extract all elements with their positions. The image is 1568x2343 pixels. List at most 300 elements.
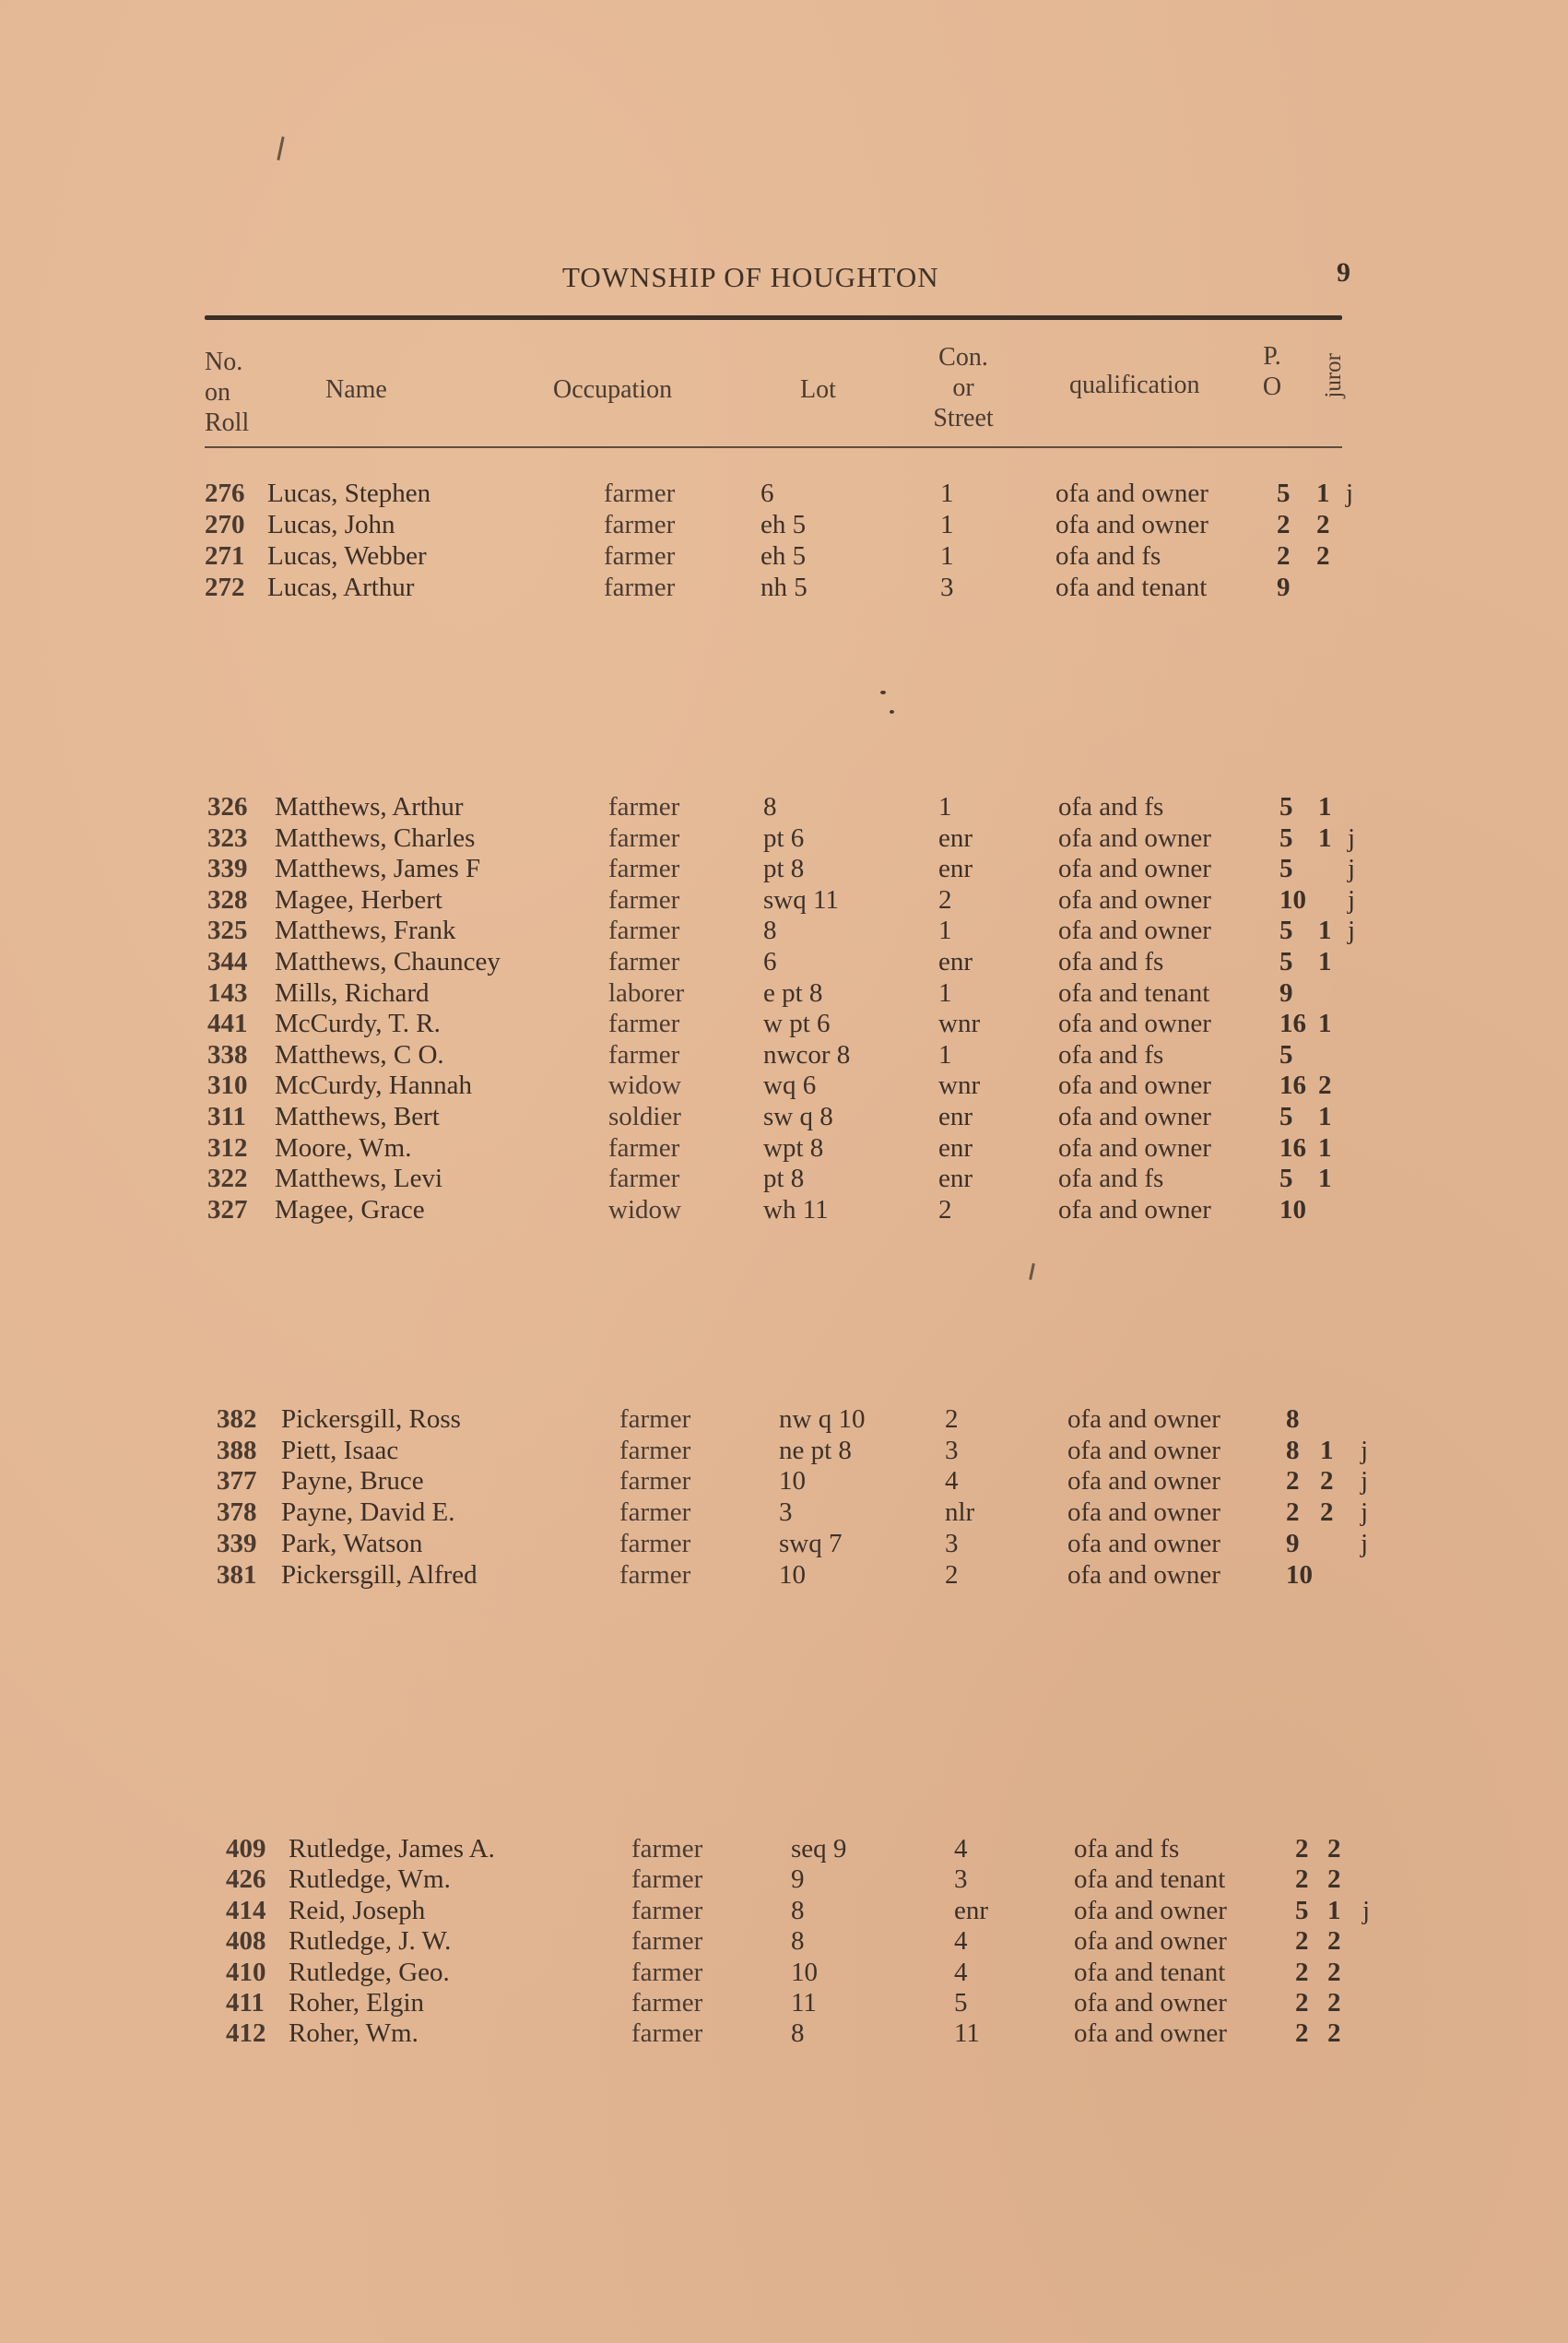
roll-entry bbox=[0, 1957, 1568, 1988]
lot: eh 5 bbox=[760, 541, 807, 571]
roll-number: 388 bbox=[217, 1435, 257, 1465]
voter-name: Matthews, C O. bbox=[275, 1039, 444, 1070]
occupation: farmer bbox=[619, 1497, 691, 1528]
roll-entry bbox=[0, 1101, 1568, 1132]
lot: pt 8 bbox=[763, 1164, 805, 1194]
roll-entry bbox=[0, 1528, 1568, 1559]
occupation: widow bbox=[608, 1194, 681, 1225]
p-number: 5 bbox=[1279, 947, 1293, 976]
p-number: 2 bbox=[1277, 541, 1291, 571]
lot: wh 11 bbox=[763, 1194, 829, 1225]
roll-entry bbox=[0, 572, 1568, 603]
roll-number: 414 bbox=[226, 1895, 266, 1925]
roll-entry bbox=[0, 1895, 1568, 1926]
lot: wq 6 bbox=[763, 1071, 817, 1101]
column-header-juror: juror bbox=[1321, 353, 1346, 398]
occupation: farmer bbox=[631, 1926, 703, 1957]
occupation: farmer bbox=[608, 916, 680, 946]
qualification: ofa and tenant bbox=[1058, 977, 1210, 1008]
concession: 4 bbox=[954, 1926, 968, 1957]
juror-mark: j bbox=[1361, 1466, 1369, 1497]
voter-name: Moore, Wm. bbox=[275, 1132, 412, 1163]
occupation: soldier bbox=[608, 1102, 681, 1131]
roll-entry bbox=[0, 1163, 1568, 1194]
voter-name: Park, Watson bbox=[281, 1528, 423, 1558]
roll-entry bbox=[0, 884, 1568, 916]
roll-number: 382 bbox=[217, 1404, 257, 1434]
concession: 1 bbox=[938, 792, 952, 822]
qualification: ofa and owner bbox=[1058, 1071, 1211, 1101]
roll-number: 325 bbox=[207, 916, 248, 946]
qualification: ofa and fs bbox=[1058, 947, 1164, 976]
column-header-o-line: O bbox=[1262, 373, 1282, 401]
occupation: farmer bbox=[619, 1435, 691, 1465]
column-header-p-o bbox=[1254, 341, 1291, 402]
paper-speck bbox=[890, 710, 894, 714]
lot: 8 bbox=[791, 1926, 805, 1957]
qualification: ofa and owner bbox=[1067, 1497, 1220, 1528]
qualification: ofa and owner bbox=[1058, 916, 1211, 946]
qualification: ofa and owner bbox=[1058, 1194, 1211, 1225]
o-number: 2 bbox=[1327, 1834, 1341, 1864]
p-number: 10 bbox=[1279, 884, 1306, 915]
voter-name: Magee, Grace bbox=[275, 1194, 425, 1225]
p-number: 16 bbox=[1279, 1009, 1306, 1039]
o-number: 2 bbox=[1316, 541, 1330, 571]
occupation: farmer bbox=[631, 1988, 703, 2018]
lot: 6 bbox=[763, 947, 777, 976]
occupation: farmer bbox=[604, 541, 676, 571]
lot: swq 7 bbox=[779, 1528, 843, 1558]
qualification: ofa and owner bbox=[1074, 1926, 1227, 1957]
voter-name: Rutledge, Wm. bbox=[289, 1864, 451, 1895]
qualification: ofa and tenant bbox=[1074, 1864, 1226, 1895]
concession: enr bbox=[954, 1895, 989, 1925]
o-number: 1 bbox=[1318, 1102, 1332, 1131]
p-number: 16 bbox=[1279, 1132, 1306, 1163]
column-header-on-line: on bbox=[205, 378, 230, 407]
roll-entry bbox=[0, 1039, 1568, 1071]
o-number: 1 bbox=[1318, 822, 1332, 853]
voter-name: Reid, Joseph bbox=[289, 1895, 426, 1925]
roll-number: 412 bbox=[226, 2018, 266, 2049]
roll-entry bbox=[0, 1070, 1568, 1101]
voter-name: Roher, Elgin bbox=[289, 1988, 425, 2018]
p-number: 8 bbox=[1286, 1404, 1300, 1434]
column-header-roll-line: Roll bbox=[205, 408, 250, 437]
voter-name: Payne, David E. bbox=[281, 1497, 455, 1528]
concession: 5 bbox=[954, 1988, 968, 2018]
occupation: farmer bbox=[631, 2018, 703, 2049]
voter-name: Matthews, Bert bbox=[275, 1102, 440, 1131]
lot: seq 9 bbox=[791, 1834, 847, 1864]
occupation: farmer bbox=[619, 1559, 691, 1590]
occupation: farmer bbox=[608, 1039, 680, 1070]
roll-number: 326 bbox=[207, 792, 248, 822]
voter-name: Pickersgill, Ross bbox=[281, 1404, 461, 1434]
roll-entry bbox=[0, 1833, 1568, 1864]
roll-entry bbox=[0, 478, 1568, 509]
column-header-qualification: qualification bbox=[1069, 371, 1200, 399]
voter-name: Lucas, Stephen bbox=[267, 479, 431, 508]
p-number: 2 bbox=[1295, 1988, 1309, 2018]
qualification: ofa and tenant bbox=[1055, 573, 1208, 602]
roll-entry bbox=[0, 1925, 1568, 1957]
o-number: 2 bbox=[1327, 1988, 1341, 2018]
roll-entry bbox=[0, 1559, 1568, 1591]
column-header-p-line: P. bbox=[1263, 342, 1281, 371]
lot: wpt 8 bbox=[763, 1132, 824, 1163]
qualification: ofa and owner bbox=[1067, 1528, 1220, 1558]
voter-name: Rutledge, Geo. bbox=[289, 1957, 450, 1987]
p-number: 5 bbox=[1295, 1895, 1309, 1925]
occupation: farmer bbox=[608, 792, 680, 822]
p-number: 5 bbox=[1279, 1102, 1293, 1131]
occupation: farmer bbox=[604, 510, 676, 539]
lot: 8 bbox=[763, 916, 777, 946]
roll-number: 327 bbox=[207, 1194, 248, 1225]
column-header-no-on-roll bbox=[205, 347, 249, 438]
roll-number: 272 bbox=[205, 573, 245, 602]
voter-name: Mills, Richard bbox=[275, 977, 430, 1008]
roll-entry bbox=[0, 946, 1568, 977]
concession: 1 bbox=[940, 479, 954, 508]
concession: enr bbox=[938, 854, 973, 884]
p-number: 8 bbox=[1286, 1435, 1300, 1465]
voter-name: McCurdy, Hannah bbox=[275, 1071, 472, 1101]
concession: 3 bbox=[945, 1435, 959, 1465]
p-number: 9 bbox=[1286, 1528, 1300, 1558]
voter-name: Matthews, Levi bbox=[275, 1164, 443, 1194]
lot: nwcor 8 bbox=[763, 1039, 851, 1070]
o-number: 1 bbox=[1316, 479, 1330, 508]
voter-name: Matthews, Charles bbox=[275, 822, 476, 853]
lot: nw q 10 bbox=[779, 1404, 866, 1434]
concession: enr bbox=[938, 947, 973, 976]
concession: enr bbox=[938, 1132, 973, 1163]
qualification: ofa and owner bbox=[1055, 510, 1208, 539]
column-header-name: Name bbox=[325, 375, 387, 404]
occupation: farmer bbox=[619, 1404, 691, 1434]
qualification: ofa and owner bbox=[1058, 1009, 1211, 1039]
voter-name: Matthews, Chauncey bbox=[275, 947, 501, 976]
voter-name: Roher, Wm. bbox=[289, 2018, 419, 2049]
o-number: 2 bbox=[1320, 1466, 1334, 1497]
column-header-no-line: No. bbox=[205, 348, 243, 376]
juror-mark: j bbox=[1361, 1528, 1369, 1558]
roll-number: 322 bbox=[207, 1164, 248, 1194]
voter-name: Lucas, Webber bbox=[267, 541, 427, 571]
lot: 10 bbox=[791, 1957, 818, 1987]
juror-mark: j bbox=[1362, 1895, 1371, 1925]
occupation: farmer bbox=[631, 1834, 703, 1864]
roll-number: 143 bbox=[207, 977, 248, 1008]
concession: 3 bbox=[945, 1528, 959, 1558]
lot: 8 bbox=[791, 2018, 805, 2049]
pencil-mark bbox=[1029, 1263, 1035, 1280]
concession: enr bbox=[938, 822, 973, 853]
occupation: farmer bbox=[631, 1895, 703, 1925]
roll-entry bbox=[0, 1465, 1568, 1497]
concession: 1 bbox=[940, 510, 954, 539]
concession: 1 bbox=[940, 541, 954, 571]
occupation: farmer bbox=[608, 822, 680, 853]
juror-mark: j bbox=[1348, 854, 1356, 884]
roll-number: 312 bbox=[207, 1132, 248, 1163]
concession: 1 bbox=[938, 916, 952, 946]
roll-entry bbox=[0, 1497, 1568, 1528]
concession: 2 bbox=[938, 884, 952, 915]
roll-number: 378 bbox=[217, 1497, 257, 1528]
lot: w pt 6 bbox=[763, 1009, 831, 1039]
p-number: 5 bbox=[1279, 1039, 1293, 1070]
column-header-con bbox=[917, 342, 1009, 433]
qualification: ofa and tenant bbox=[1074, 1957, 1226, 1987]
occupation: farmer bbox=[608, 1164, 680, 1194]
p-number: 10 bbox=[1279, 1194, 1306, 1225]
occupation: farmer bbox=[608, 947, 680, 976]
header-rule bbox=[205, 315, 1342, 320]
p-number: 2 bbox=[1277, 510, 1291, 539]
juror-mark: j bbox=[1346, 479, 1354, 508]
roll-entry bbox=[0, 1008, 1568, 1039]
o-number: 1 bbox=[1318, 792, 1332, 822]
roll-entry bbox=[0, 1864, 1568, 1895]
qualification: ofa and owner bbox=[1058, 822, 1211, 853]
qualification: ofa and fs bbox=[1055, 541, 1161, 571]
roll-number: 426 bbox=[226, 1864, 266, 1895]
lot: pt 8 bbox=[763, 854, 805, 884]
page-number: 9 bbox=[1337, 257, 1350, 288]
paper-speck bbox=[880, 691, 886, 694]
roll-entry bbox=[0, 977, 1568, 1009]
occupation: farmer bbox=[619, 1466, 691, 1497]
voter-name: Lucas, John bbox=[267, 510, 395, 539]
concession: wnr bbox=[938, 1009, 981, 1039]
lot: 8 bbox=[763, 792, 777, 822]
qualification: ofa and owner bbox=[1058, 854, 1211, 884]
lot: pt 6 bbox=[763, 822, 805, 853]
lot: nh 5 bbox=[760, 573, 808, 602]
roll-entry bbox=[0, 915, 1568, 946]
roll-entry bbox=[0, 1132, 1568, 1164]
column-header-rule bbox=[205, 446, 1342, 448]
juror-mark: j bbox=[1361, 1435, 1369, 1465]
qualification: ofa and fs bbox=[1058, 1164, 1164, 1194]
p-number: 2 bbox=[1286, 1466, 1300, 1497]
occupation: widow bbox=[608, 1071, 681, 1101]
juror-mark: j bbox=[1348, 822, 1356, 853]
voter-name: Rutledge, James A. bbox=[289, 1834, 495, 1864]
qualification: ofa and owner bbox=[1058, 1102, 1211, 1131]
p-number: 2 bbox=[1295, 1957, 1309, 1987]
roll-number: 270 bbox=[205, 510, 245, 539]
juror-mark: j bbox=[1348, 916, 1356, 946]
pencil-mark bbox=[277, 136, 284, 160]
juror-mark: j bbox=[1361, 1497, 1369, 1528]
lot: swq 11 bbox=[763, 884, 839, 915]
voter-name: McCurdy, T. R. bbox=[275, 1009, 441, 1039]
occupation: farmer bbox=[608, 884, 680, 915]
lot: 8 bbox=[791, 1895, 805, 1925]
concession: 4 bbox=[954, 1957, 968, 1987]
roll-number: 408 bbox=[226, 1926, 266, 1957]
lot: 9 bbox=[791, 1864, 805, 1895]
roll-entry bbox=[0, 509, 1568, 540]
lot: 3 bbox=[779, 1497, 793, 1528]
occupation: farmer bbox=[631, 1864, 703, 1895]
voter-name: Payne, Bruce bbox=[281, 1466, 424, 1497]
qualification: ofa and fs bbox=[1058, 792, 1164, 822]
column-header-street-line: Street bbox=[933, 404, 994, 432]
qualification: ofa and owner bbox=[1058, 1132, 1211, 1163]
voter-name: Magee, Herbert bbox=[275, 884, 442, 915]
o-number: 1 bbox=[1318, 1132, 1332, 1163]
lot: 11 bbox=[791, 1988, 817, 2018]
roll-number: 410 bbox=[226, 1957, 266, 1987]
lot: ne pt 8 bbox=[779, 1435, 852, 1465]
roll-entry bbox=[0, 540, 1568, 572]
qualification: ofa and owner bbox=[1074, 1895, 1227, 1925]
page-title: TOWNSHIP OF HOUGHTON bbox=[562, 261, 939, 293]
qualification: ofa and fs bbox=[1058, 1039, 1164, 1070]
roll-number: 338 bbox=[207, 1039, 248, 1070]
qualification: ofa and owner bbox=[1067, 1559, 1220, 1590]
concession: 1 bbox=[938, 977, 952, 1008]
qualification: ofa and owner bbox=[1067, 1435, 1220, 1465]
roll-entry bbox=[0, 791, 1568, 822]
occupation: farmer bbox=[608, 1009, 680, 1039]
o-number: 2 bbox=[1327, 2018, 1341, 2049]
occupation: farmer bbox=[619, 1528, 691, 1558]
roll-entry bbox=[0, 1987, 1568, 2018]
roll-number: 411 bbox=[226, 1988, 265, 2018]
o-number: 2 bbox=[1327, 1926, 1341, 1957]
roll-entry bbox=[0, 822, 1568, 854]
qualification: ofa and fs bbox=[1074, 1834, 1180, 1864]
roll-entry bbox=[0, 1403, 1568, 1435]
concession: 2 bbox=[945, 1404, 959, 1434]
roll-entry bbox=[0, 1194, 1568, 1225]
roll-number: 271 bbox=[205, 541, 245, 571]
roll-number: 311 bbox=[207, 1102, 246, 1131]
o-number: 1 bbox=[1327, 1895, 1341, 1925]
p-number: 2 bbox=[1295, 2018, 1309, 2049]
roll-number: 339 bbox=[207, 854, 248, 884]
concession: 1 bbox=[938, 1039, 952, 1070]
juror-mark: j bbox=[1348, 884, 1356, 915]
voter-name: Matthews, James F bbox=[275, 854, 481, 884]
roll-number: 344 bbox=[207, 947, 248, 976]
p-number: 5 bbox=[1279, 916, 1293, 946]
voter-name: Lucas, Arthur bbox=[267, 573, 415, 602]
roll-number: 381 bbox=[217, 1559, 257, 1590]
roll-number: 377 bbox=[217, 1466, 257, 1497]
qualification: ofa and owner bbox=[1074, 1988, 1227, 2018]
roll-entry bbox=[0, 2018, 1568, 2049]
o-number: 2 bbox=[1316, 510, 1330, 539]
concession: 3 bbox=[954, 1864, 968, 1895]
o-number: 1 bbox=[1320, 1435, 1334, 1465]
roll-number: 409 bbox=[226, 1834, 266, 1864]
column-header-con-line: Con. bbox=[938, 343, 988, 372]
p-number: 5 bbox=[1279, 822, 1293, 853]
o-number: 2 bbox=[1318, 1071, 1332, 1101]
roll-number: 323 bbox=[207, 822, 248, 853]
occupation: farmer bbox=[604, 479, 676, 508]
voter-name: Matthews, Frank bbox=[275, 916, 456, 946]
qualification: ofa and owner bbox=[1067, 1466, 1220, 1497]
o-number: 1 bbox=[1318, 1009, 1332, 1039]
qualification: ofa and owner bbox=[1055, 479, 1208, 508]
voter-name: Matthews, Arthur bbox=[275, 792, 464, 822]
p-number: 2 bbox=[1286, 1497, 1300, 1528]
o-number: 1 bbox=[1318, 1164, 1332, 1194]
p-number: 2 bbox=[1295, 1834, 1309, 1864]
p-number: 5 bbox=[1279, 1164, 1293, 1194]
concession: wnr bbox=[938, 1071, 981, 1101]
roll-number: 339 bbox=[217, 1528, 257, 1558]
p-number: 5 bbox=[1279, 854, 1293, 884]
occupation: farmer bbox=[631, 1957, 703, 1987]
qualification: ofa and owner bbox=[1067, 1404, 1220, 1434]
p-number: 9 bbox=[1279, 977, 1293, 1008]
lot: eh 5 bbox=[760, 510, 807, 539]
concession: 3 bbox=[940, 573, 954, 602]
occupation: farmer bbox=[608, 854, 680, 884]
lot: 6 bbox=[760, 479, 774, 508]
concession: enr bbox=[938, 1164, 973, 1194]
roll-entry bbox=[0, 853, 1568, 884]
concession: nlr bbox=[945, 1497, 975, 1528]
lot: sw q 8 bbox=[763, 1102, 833, 1131]
p-number: 16 bbox=[1279, 1071, 1306, 1101]
lot: 10 bbox=[779, 1466, 806, 1497]
voter-name: Pickersgill, Alfred bbox=[281, 1559, 477, 1590]
o-number: 1 bbox=[1318, 916, 1332, 946]
qualification: ofa and owner bbox=[1074, 2018, 1227, 2049]
p-number: 10 bbox=[1286, 1559, 1313, 1590]
lot: e pt 8 bbox=[763, 977, 823, 1008]
voter-name: Rutledge, J. W. bbox=[289, 1926, 452, 1957]
lot: 10 bbox=[779, 1559, 806, 1590]
column-header-lot: Lot bbox=[800, 375, 836, 404]
voter-name: Piett, Isaac bbox=[281, 1435, 399, 1465]
roll-number: 276 bbox=[205, 479, 245, 508]
p-number: 5 bbox=[1277, 479, 1291, 508]
concession: 2 bbox=[945, 1559, 959, 1590]
roll-number: 310 bbox=[207, 1071, 248, 1101]
occupation: farmer bbox=[608, 1132, 680, 1163]
p-number: 9 bbox=[1277, 573, 1291, 602]
o-number: 1 bbox=[1318, 947, 1332, 976]
o-number: 2 bbox=[1327, 1957, 1341, 1987]
roll-entry bbox=[0, 1435, 1568, 1466]
roll-number: 328 bbox=[207, 884, 248, 915]
p-number: 5 bbox=[1279, 792, 1293, 822]
p-number: 2 bbox=[1295, 1926, 1309, 1957]
occupation: laborer bbox=[608, 977, 685, 1008]
concession: 11 bbox=[954, 2018, 980, 2049]
column-header-occupation: Occupation bbox=[553, 375, 673, 404]
concession: 4 bbox=[945, 1466, 959, 1497]
p-number: 2 bbox=[1295, 1864, 1309, 1895]
occupation: farmer bbox=[604, 573, 676, 602]
o-number: 2 bbox=[1327, 1864, 1341, 1895]
column-header-or-line: or bbox=[952, 373, 974, 402]
concession: 4 bbox=[954, 1834, 968, 1864]
concession: enr bbox=[938, 1102, 973, 1131]
